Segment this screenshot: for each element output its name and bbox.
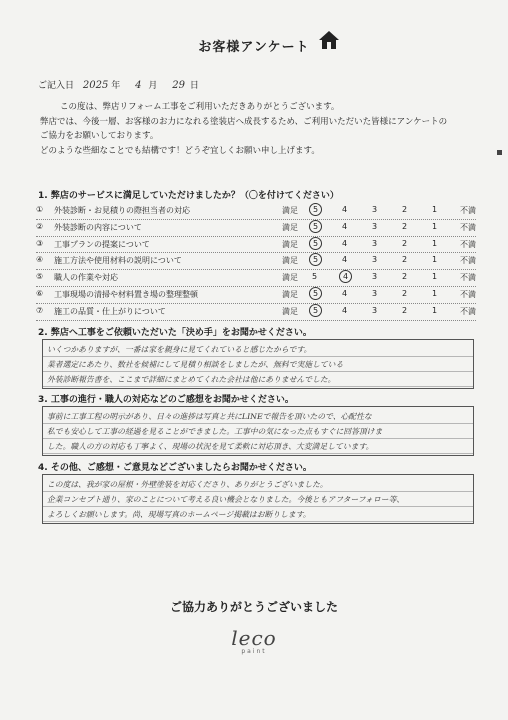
- rating-option[interactable]: 4: [342, 205, 348, 214]
- scale-label-unsatisfied: 不満: [460, 222, 476, 232]
- rating-option[interactable]: 1: [432, 272, 438, 282]
- leco-logo: [0, 626, 508, 655]
- date-year: 2025: [82, 80, 109, 91]
- rating-option[interactable]: 4: [342, 288, 348, 298]
- closing-message: ご協力ありがとうございました: [169, 600, 338, 614]
- answer-line: 事前に工事工程の明示があり、日々の進捗は写真と共にLINEで報告を頂いたので、心配性な: [47, 412, 372, 421]
- rating-option[interactable]: 3: [372, 205, 378, 214]
- rating-option[interactable]: 4: [342, 221, 348, 231]
- intro-line: この度は、弊店リフォーム工事をご利用いただきありがとうございます。: [60, 102, 340, 112]
- scale-label-satisfied: 満足: [282, 239, 298, 249]
- question-row: [36, 220, 476, 237]
- intro-text: [40, 100, 480, 158]
- rating-option[interactable]: 4: [342, 255, 348, 265]
- scale-label-satisfied: 満足: [282, 273, 298, 283]
- rating-option-selected[interactable]: 4: [339, 270, 352, 283]
- question-number: ②: [36, 221, 44, 231]
- rating-option[interactable]: 2: [402, 288, 408, 298]
- section1-heading: 1. 弊店のサービスに満足していただけましたか？（〇を付けてください）: [38, 191, 339, 201]
- rating-option[interactable]: 4: [342, 238, 348, 248]
- scale-label-unsatisfied: 不満: [460, 273, 476, 283]
- rating-option[interactable]: 3: [372, 272, 378, 282]
- answer-line: した。職人の方の対応も丁寧よく、現場の状況を見て柔軟に対応頂き、大変満足しています。: [47, 442, 374, 451]
- answer-line: 外装診断報告書を、ここまで詳細にまとめてくれた会社は他にありませんでした。: [47, 375, 336, 384]
- rating-option[interactable]: 1: [432, 238, 438, 248]
- logo-sub: paint: [241, 648, 267, 655]
- date-month-unit: 月: [148, 81, 158, 91]
- question-number: ⑥: [36, 288, 44, 298]
- satisfaction-list: [36, 203, 476, 321]
- question-row: [36, 287, 476, 304]
- rating-option[interactable]: 3: [372, 255, 378, 265]
- rating-option-selected[interactable]: 5: [309, 237, 322, 250]
- scale-label-satisfied: 満足: [282, 206, 298, 215]
- scale-label-unsatisfied: 不満: [460, 256, 476, 266]
- question-row: [36, 270, 476, 287]
- scale-label-unsatisfied: 不満: [460, 239, 476, 249]
- rating-option[interactable]: 1: [432, 221, 438, 231]
- date-year-unit: 年: [111, 81, 121, 91]
- section2-heading: 2. 弊店へ工事をご依頼いただいた「決め手」をお聞かせください。: [38, 328, 312, 338]
- intro-line: ご協力をお願いしております。: [40, 131, 159, 141]
- rating-option[interactable]: 2: [402, 221, 408, 231]
- scale-label-unsatisfied: 不満: [460, 306, 476, 316]
- rating-option[interactable]: 3: [372, 221, 378, 231]
- question-text: 工事プランの提案について: [54, 239, 150, 249]
- question-row: [36, 237, 476, 254]
- rating-option[interactable]: 1: [432, 305, 438, 315]
- intro-line: どのような些細なことでも結構です！どうぞ宜しくお願い申し上げます。: [40, 145, 320, 156]
- question-text: 外装診断・お見積りの際担当者の対応: [54, 206, 190, 215]
- question-number: ⑤: [36, 272, 44, 282]
- page-title: お客様アンケート: [198, 40, 310, 55]
- rating-option[interactable]: 2: [402, 205, 408, 214]
- date-day: 29: [172, 80, 185, 91]
- question-number: ③: [36, 238, 44, 248]
- rating-option[interactable]: 2: [402, 255, 408, 265]
- rating-option[interactable]: 1: [432, 205, 438, 214]
- rating-option[interactable]: 3: [372, 288, 378, 298]
- question-row: [36, 253, 476, 270]
- question-row: [36, 203, 476, 220]
- house-icon: [318, 30, 340, 50]
- rating-option[interactable]: 4: [342, 305, 348, 315]
- date-month: 4: [135, 80, 142, 91]
- answer-line: この度は、我が家の屋根・外壁塗装を対応くださり、ありがとうございました。: [47, 480, 328, 489]
- rating-option[interactable]: 1: [432, 288, 438, 298]
- scale-label-satisfied: 満足: [282, 256, 298, 266]
- rating-option-selected[interactable]: 5: [309, 220, 322, 233]
- rating-option-selected[interactable]: 5: [309, 253, 322, 266]
- rating-option[interactable]: 2: [402, 238, 408, 248]
- section4-heading: 4. その他、ご感想・ご意見などございましたらお聞かせください。: [38, 463, 312, 473]
- question-text: 施工の品質・仕上がりについて: [54, 306, 166, 316]
- rating-option[interactable]: 3: [372, 305, 378, 315]
- question-text: 外装診断の内容について: [54, 222, 142, 232]
- rating-option-selected[interactable]: 5: [309, 203, 322, 216]
- rating-option[interactable]: 3: [372, 238, 378, 248]
- date-row: [38, 78, 199, 91]
- rating-option[interactable]: 5: [312, 272, 318, 282]
- date-label: ご記入日: [38, 81, 75, 91]
- question-text: 職人の作業や対応: [54, 273, 118, 283]
- question-text: 工事現場の清掃や材料置き場の整理整頓: [54, 289, 198, 299]
- scale-label-satisfied: 満足: [282, 289, 298, 299]
- registration-mark: [497, 150, 502, 155]
- answer-line: よろしくお願いします。尚、現場写真のホームページ掲載はお断りします。: [47, 510, 311, 519]
- section3-heading: 3. 工事の進行・職人の対応などのご感想をお聞かせください。: [38, 395, 294, 405]
- question-row: [36, 304, 476, 321]
- question-number: ⑦: [36, 305, 44, 315]
- answer-box-progress: [42, 406, 474, 456]
- rating-option[interactable]: 2: [402, 272, 408, 282]
- answer-box-decision: [42, 339, 474, 389]
- rating-option[interactable]: 2: [402, 305, 408, 315]
- logo-mark: leco: [231, 626, 277, 650]
- rating-option-selected[interactable]: 5: [309, 304, 322, 317]
- answer-box-other: [42, 474, 474, 524]
- intro-line: 弊店では、今後一層、お客様のお力になれる塗装店へ成長するため、ご利用いただいた皆様にアンケートの: [40, 116, 448, 127]
- question-number: ④: [36, 255, 44, 265]
- question-number: ①: [36, 205, 44, 214]
- scale-label-unsatisfied: 不満: [460, 289, 476, 299]
- question-text: 施工方法や使用材料の説明について: [54, 256, 182, 266]
- answer-line: 業者選定にあたり、数社を候補にして見積り相談をしましたが、無料で実施している: [47, 360, 344, 369]
- answer-line: 私でも安心して工事の経過を見ることができました。工事中の気になった点もすぐに回答頂けま: [47, 427, 383, 436]
- scale-label-unsatisfied: 不満: [460, 206, 476, 215]
- rating-option-selected[interactable]: 5: [309, 287, 322, 300]
- scale-label-satisfied: 満足: [282, 306, 298, 316]
- date-day-unit: 日: [189, 81, 199, 91]
- scale-label-satisfied: 満足: [282, 222, 298, 232]
- answer-line: 企業コンセプト通り、家のことについて考える良い機会となりました。今後ともアフターフォロー等、: [47, 495, 405, 504]
- rating-option[interactable]: 1: [432, 255, 438, 265]
- answer-line: いくつかありますが、一番は家を親身に見てくれていると感じたからです。: [47, 345, 312, 354]
